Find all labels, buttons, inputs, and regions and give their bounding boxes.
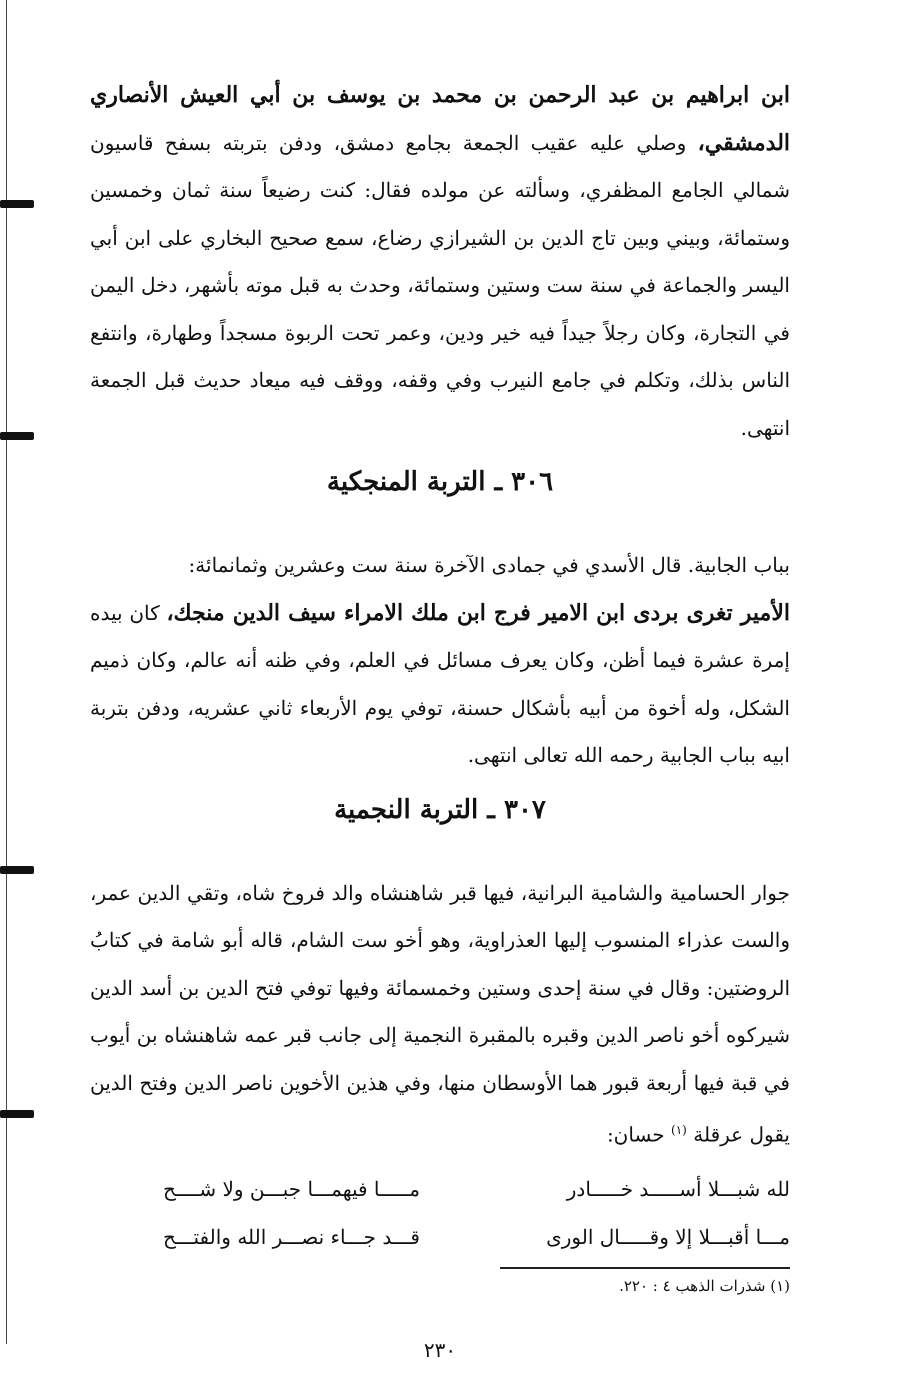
section-306-paragraph <box>90 542 790 780</box>
page-body <box>90 72 790 1375</box>
poem-verse-2-second: قـــد جـــاء نصـــر الله والفتـــح <box>163 1225 420 1250</box>
poem-verse-1-first: لله شبـــلا أســـــد خـــــادر <box>566 1177 790 1202</box>
poem-verse-1-second: مـــــا فيهمـــا جبـــن ولا شــــح <box>163 1177 420 1202</box>
scan-margin-mark <box>0 866 34 874</box>
footnote-divider <box>500 1267 790 1269</box>
section-306-heading: ٣٠٦ ـ التربة المنجكية <box>326 467 554 497</box>
section-307-text: جوار الحسامية والشامية البرانية، فيها قبر شاهنشاه والد فروخ شاه، وتقي الدين عمر، والست عذراء المنسوب إليها العذراوية، وهو أخو ست الشام، قاله أبو شامة في كتابُ الروضتين: وقال في سنة إحدى وستين وخمسمائة وفيها توفي فتح الدين بن أسد الدين شيركوه أخو ناصر الدين وقبره بالمقبرة النجمية إلى جانب قبر عمه شاهنشاه بن أيوب في قبة فيها أربعة قبور هما الأوسطان منها، وفي هذين الأخوين ناصر الدين وفتح الدين يقول عرقلة <box>90 880 790 1147</box>
entry-305-name: ابن ابراهيم بن عبد الرحمن بن محمد بن يوسف بن أبي العيش الأنصاري الدمشقي، <box>90 82 791 156</box>
entry-305-paragraph <box>90 72 790 452</box>
scan-margin-mark <box>0 1110 34 1118</box>
section-307-heading: ٣٠٧ ـ التربة النجمية <box>334 794 546 825</box>
poem-verse-2-first: مـــا أقبـــلا إلا وقـــــال الورى <box>546 1225 790 1250</box>
footnote: (١) شذرات الذهب ٤ : ٢٢٠. <box>619 1277 790 1296</box>
scan-margin-mark <box>0 200 34 208</box>
page-number: ٢٣٠ <box>423 1338 457 1363</box>
section-307-text-end: حسان: <box>606 1122 665 1147</box>
footnote-ref: (١) <box>671 1123 687 1137</box>
section-307-paragraph <box>90 870 790 1160</box>
section-306-intro: بباب الجابية. قال الأسدي في جمادى الآخرة سنة ست وعشرين وثمانمائة: <box>188 553 790 577</box>
entry-305-text: وصلي عليه عقيب الجمعة بجامع دمشق، ودفن بتربته بسفح قاسيون شمالي الجامع المظفري، وسألته عن مولده فقال: كنت رضيعاً سنة ثمان وخمسين وستمائة، وبيني وبين تاج الدين بن الشيرازي رضاع، سمع صحيح البخاري على ابن أبي اليسر والجماعة في سنة ست وستين وستمائة، وحدث به قبل موته بأشهر، دخل اليمن في التجارة، وكان رجلاً جيداً فيه خير ودين، وعمر تحت الربوة مسجداً وطهارة، وانتفع الناس بذلك، وتكلم في جامع النيرب وفي وقفه، ووقف فيه ميعاد حديث قبل الجمعة انتهى. <box>90 130 790 440</box>
scan-margin-mark <box>0 432 34 440</box>
section-306-text: كان بيده إمرة عشرة فيما أظن، وكان يعرف مسائل في العلم، وفي ظنه أنه عالم، وكان ذميم الشكل، وله أخوة من أبيه بأشكال حسنة، توفي يوم الأربعاء ثاني عشريه، ودفن بتربة ابيه بباب الجابية رحمه الله تعالى انتهى. <box>90 600 790 767</box>
section-306-name: الأمير تغرى بردى ابن الامير فرج ابن ملك الامراء سيف الدين منجك، <box>166 599 790 626</box>
poem <box>90 1165 790 1261</box>
